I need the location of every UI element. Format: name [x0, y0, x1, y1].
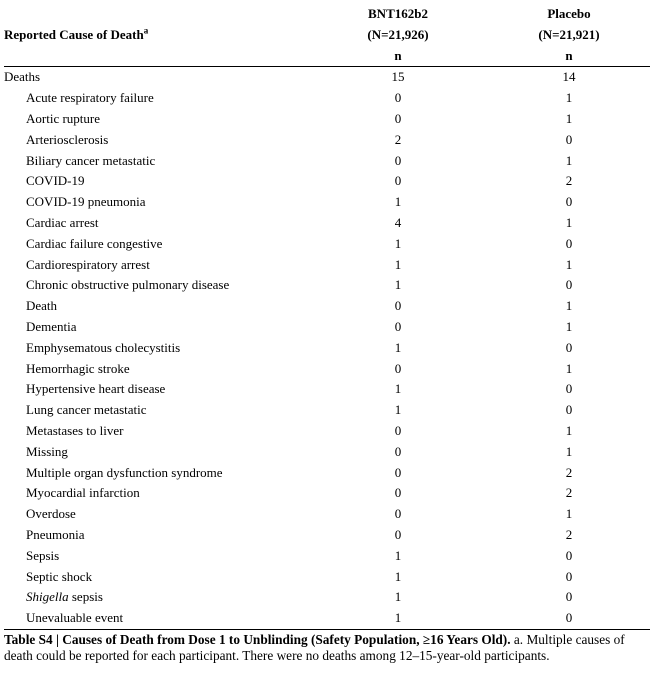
- placebo-count: 0: [565, 547, 573, 563]
- caption-title: Table S4 | Causes of Death from Dose 1 to Unblinding (Safety Population, ≥16 Years Old).: [4, 631, 511, 647]
- table-row: [4, 400, 650, 421]
- table-row: [4, 296, 650, 317]
- cause-label: Shigella sepsis: [26, 589, 103, 605]
- placebo-count: 0: [565, 235, 573, 251]
- table-row: [4, 483, 650, 504]
- cause-label: Arteriosclerosis: [26, 131, 109, 147]
- table-row: [4, 338, 650, 359]
- table-row: [4, 359, 650, 380]
- placebo-count: 2: [565, 464, 573, 480]
- bnt-count: 0: [394, 360, 402, 376]
- table-row: [4, 587, 650, 608]
- placebo-count: 2: [565, 485, 573, 501]
- cause-label: Cardiorespiratory arrest: [26, 256, 150, 272]
- bnt-count: 0: [394, 173, 402, 189]
- cause-label: Acute respiratory failure: [26, 90, 154, 106]
- cause-label: Cardiac arrest: [26, 214, 99, 230]
- header-spacer: [4, 4, 308, 25]
- bnt-count: 1: [394, 256, 402, 272]
- bnt-count: 0: [394, 298, 402, 314]
- table-row: [4, 213, 650, 234]
- table-row: [4, 275, 650, 296]
- bnt-count: 0: [394, 506, 402, 522]
- cause-footnote-marker: a: [143, 25, 149, 36]
- bnt-count: 1: [308, 608, 488, 629]
- bnt-count: 0: [394, 318, 402, 334]
- placebo-count: 0: [565, 194, 573, 210]
- bnt-count: 1: [394, 589, 402, 605]
- table-row: [4, 567, 650, 588]
- table-row: [4, 88, 650, 109]
- table-body: [4, 67, 650, 630]
- bnt-count: 1: [394, 339, 402, 355]
- cause-label: Biliary cancer metastatic: [26, 152, 156, 168]
- deaths-bnt-count: 15: [391, 69, 405, 85]
- cause-label: COVID-19 pneumonia: [26, 194, 146, 210]
- deaths-placebo-count: 14: [562, 69, 576, 85]
- cause-label: Unevaluable event: [4, 608, 308, 629]
- bnt-count: 1: [394, 381, 402, 397]
- cause-label: COVID-19: [26, 173, 85, 189]
- placebo-count: 2: [565, 526, 573, 542]
- bnt-count: 0: [394, 110, 402, 126]
- cause-label: Septic shock: [26, 568, 93, 584]
- cause-label: Chronic obstructive pulmonary disease: [26, 277, 230, 293]
- table-row: [4, 463, 650, 484]
- bnt-count: 0: [394, 443, 402, 459]
- bnt-count: 0: [394, 90, 402, 106]
- table-row: [4, 504, 650, 525]
- cause-label: Overdose: [26, 506, 76, 522]
- placebo-count: 0: [565, 339, 573, 355]
- cause-label: Metastases to liver: [26, 422, 124, 438]
- placebo-count: 1: [565, 214, 573, 230]
- cause-label: Pneumonia: [26, 526, 85, 542]
- cause-label: Hypertensive heart disease: [26, 381, 166, 397]
- bnt-count: 2: [394, 131, 402, 147]
- table-row: [4, 421, 650, 442]
- placebo-n-label: n: [488, 46, 650, 67]
- placebo-count: 0: [488, 608, 650, 629]
- deaths-total-row: [4, 67, 650, 88]
- table-row: [4, 546, 650, 567]
- placebo-count: 2: [565, 173, 573, 189]
- bnt-count: 1: [394, 277, 402, 293]
- placebo-count: 0: [565, 381, 573, 397]
- cause-label: Lung cancer metastatic: [26, 402, 147, 418]
- table-row: [4, 525, 650, 546]
- cause-label: Sepsis: [26, 547, 60, 563]
- cause-label: Missing: [26, 443, 68, 459]
- bnt-column-n: (N=21,926): [367, 26, 429, 42]
- table-row: [4, 442, 650, 463]
- cause-label: Emphysematous cholecystitis: [26, 339, 181, 355]
- placebo-count: 1: [565, 318, 573, 334]
- bnt-count: 1: [394, 194, 402, 210]
- bnt-count: 4: [394, 214, 402, 230]
- cause-label: Myocardial infarction: [26, 485, 140, 501]
- placebo-count: 1: [565, 506, 573, 522]
- cause-column-header-text: Reported Cause of Death: [4, 26, 144, 42]
- bnt-count: 1: [394, 235, 402, 251]
- table-row: [4, 130, 650, 151]
- placebo-count: 0: [565, 402, 573, 418]
- caption-footnote-marker: a.: [513, 631, 524, 647]
- cause-label: Cardiac failure congestive: [26, 235, 163, 251]
- bnt-count: 1: [394, 547, 402, 563]
- bnt-count: 0: [394, 464, 402, 480]
- bnt-count: 0: [394, 526, 402, 542]
- bnt-count: 0: [394, 485, 402, 501]
- table-row: [4, 192, 650, 213]
- table-row: [4, 234, 650, 255]
- bnt-count: 0: [394, 422, 402, 438]
- bnt-n-label: n: [308, 46, 488, 67]
- caption-text: Multiple causes of death could be reported for each participant. There were no deaths among 12–15-year-old participants.: [4, 631, 625, 663]
- bnt-column-name: BNT162b2: [368, 6, 428, 21]
- placebo-count: 0: [565, 131, 573, 147]
- genus-name: Shigella: [26, 589, 69, 605]
- cause-column-header: [4, 25, 308, 46]
- placebo-count: 1: [565, 298, 573, 314]
- placebo-column-n: (N=21,921): [538, 26, 600, 42]
- placebo-count: 1: [565, 443, 573, 459]
- cause-label: Aortic rupture: [26, 110, 101, 126]
- cause-label: Death: [26, 298, 58, 314]
- table-row: [4, 255, 650, 276]
- bnt-count: 1: [394, 402, 402, 418]
- cause-label: Dementia: [26, 318, 77, 334]
- table-caption: [4, 632, 650, 664]
- document-page: [4, 4, 650, 664]
- table-row: [4, 151, 650, 172]
- placebo-count: 1: [565, 256, 573, 272]
- table-row: [4, 171, 650, 192]
- placebo-count: 0: [565, 589, 573, 605]
- placebo-count: 1: [565, 152, 573, 168]
- table-row: [4, 379, 650, 400]
- placebo-column-name: Placebo: [547, 6, 591, 21]
- placebo-count: 1: [565, 110, 573, 126]
- placebo-count: 0: [565, 277, 573, 293]
- causes-of-death-table: [4, 4, 650, 630]
- placebo-count: 1: [565, 422, 573, 438]
- cause-label: Hemorrhagic stroke: [26, 360, 130, 376]
- table-row: [4, 317, 650, 338]
- bnt-count: 0: [394, 152, 402, 168]
- placebo-count: 1: [565, 90, 573, 106]
- placebo-count: 1: [565, 360, 573, 376]
- table-row: [4, 109, 650, 130]
- deaths-label: Deaths: [4, 69, 41, 85]
- header-spacer: [4, 46, 308, 67]
- placebo-count: 0: [565, 568, 573, 584]
- cause-label: Multiple organ dysfunction syndrome: [26, 464, 223, 480]
- table-row: [4, 608, 650, 629]
- bnt-count: 1: [394, 568, 402, 584]
